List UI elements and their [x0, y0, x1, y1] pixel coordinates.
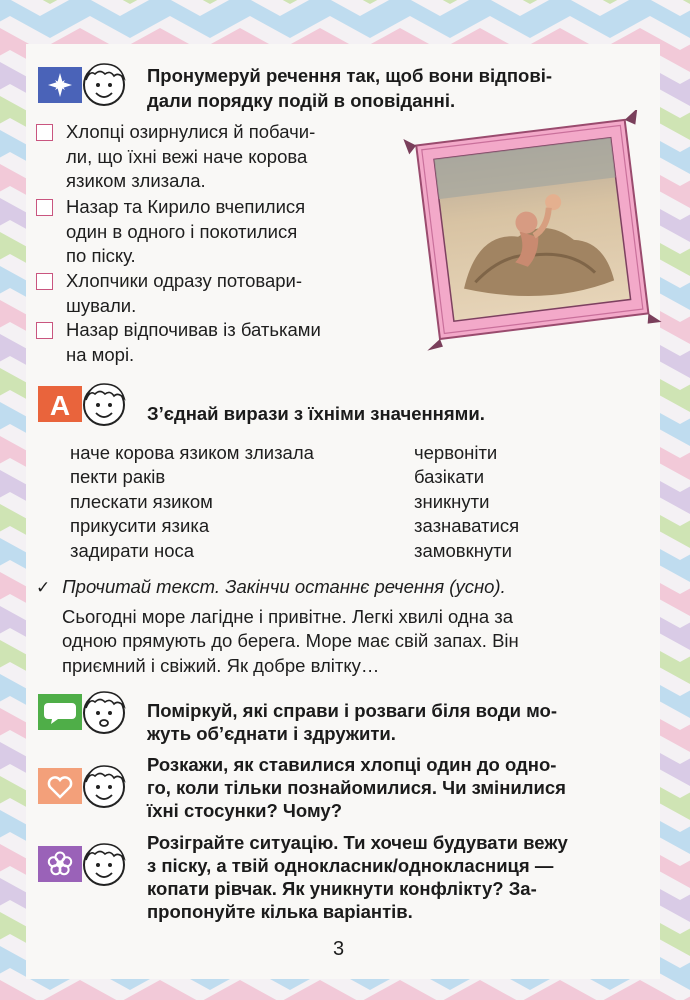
- task2-title: З’єднай вирази з їхніми значеннями.: [147, 403, 485, 424]
- expression-item[interactable]: прикусити язика: [70, 515, 210, 537]
- task5-text: Розкажи, як ставилися хлопці один до одно- го, коли тільки познайомилися. Чи змінилися їхні стосунки? Чому?: [147, 754, 566, 821]
- expression-item[interactable]: плескати язиком: [70, 490, 213, 512]
- number-checkbox[interactable]: [36, 124, 53, 141]
- zigzag-stripe: [0, 980, 690, 1000]
- speech-bubble-icon: [38, 694, 82, 730]
- task3-instruction: ✓ Прочитай текст. Закінчи останнє речення (усно).: [36, 576, 506, 597]
- boy-face-icon: [84, 692, 124, 733]
- letter-a-icon: [38, 386, 82, 422]
- heart-icon: [38, 768, 82, 804]
- boy-face-icon: [84, 384, 124, 425]
- meaning-item[interactable]: базікати: [414, 466, 485, 488]
- beach-photo-icon: [400, 110, 665, 360]
- star-badge-icon: [38, 60, 130, 110]
- expression-item[interactable]: пекти раків: [70, 466, 166, 488]
- boy-face-icon: [84, 64, 124, 105]
- meaning-item[interactable]: зазнаватися: [414, 515, 520, 537]
- number-checkbox[interactable]: [36, 322, 53, 339]
- meanings-column: [414, 441, 519, 563]
- meaning-item[interactable]: зникнути: [414, 490, 490, 512]
- number-checkbox[interactable]: [36, 199, 53, 216]
- task2-icon-group: [38, 378, 130, 430]
- task4-icon-group: [38, 686, 130, 738]
- number-checkbox[interactable]: [36, 273, 53, 290]
- task6-icon-group: [38, 838, 130, 890]
- task1-title: Пронумеруй речення так, щоб вони відпові- дали порядку подій в оповіданні.: [147, 65, 553, 111]
- task4-text: Поміркуй, які справи і розваги біля води мо- жуть об’єднати і здружити.: [147, 700, 558, 744]
- meaning-item[interactable]: червоніти: [414, 442, 498, 463]
- page-number: 3: [333, 938, 345, 960]
- beach-photo: [400, 110, 665, 365]
- task5-icon-group: [38, 760, 130, 812]
- zigzag-stripe: [0, 0, 690, 38]
- expression-item[interactable]: задирати носа: [70, 539, 195, 561]
- meaning-item[interactable]: замовкнути: [414, 539, 512, 561]
- svg-text:А: А: [49, 390, 71, 421]
- boy-face-icon: [84, 844, 124, 885]
- expression-item[interactable]: наче корова язиком злизала: [70, 442, 314, 463]
- zigzag-stripe: [0, 0, 690, 4]
- task3-text: Сьогодні море лагідне і привітне. Легкі хвилі одна за одною прямують до берега. Море має свій запах. Він приємний і свіжий. Як добре влітку…: [62, 606, 519, 676]
- task6-text: Розіграйте ситуацію. Ти хочеш будувати вежу з піску, а твій однокласник/однокласниця — копати рівчак. Як уникнути конфлікту? За- пропонуйте кілька варіантів.: [147, 832, 568, 922]
- task1-icon-group: [38, 60, 130, 110]
- expressions-column: [70, 441, 314, 563]
- flower-icon: [38, 846, 82, 882]
- boy-face-icon: [84, 766, 124, 807]
- check-mark-icon: ✓: [36, 578, 51, 597]
